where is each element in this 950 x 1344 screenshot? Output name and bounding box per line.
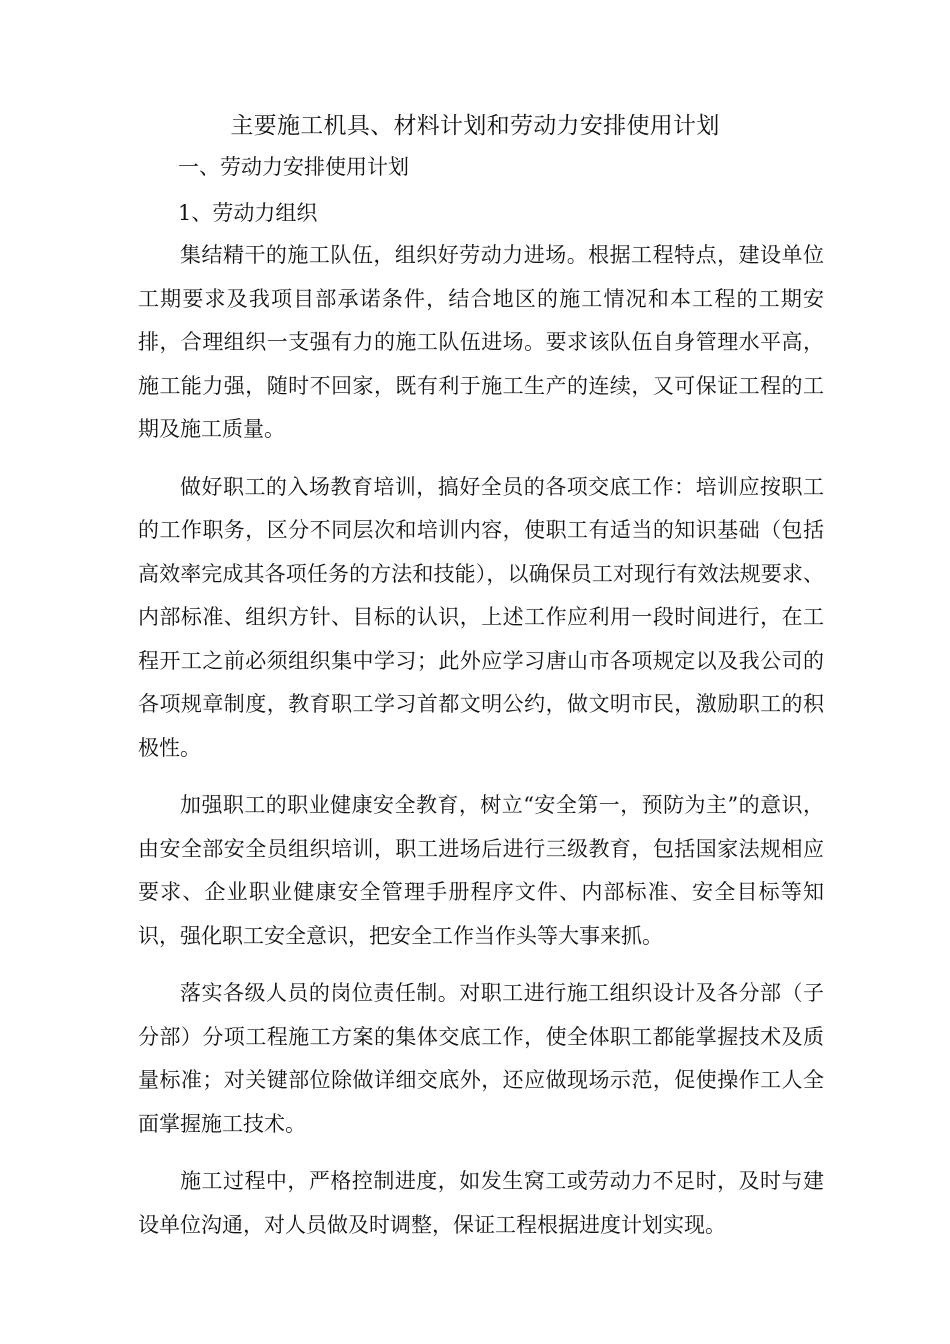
section-heading: 一、劳动力安排使用计划 [178, 155, 409, 179]
paragraph-4: 落实各级人员的岗位责任制。对职工进行施工组织设计及各分部（子分部）分项工程施工方案的集体交底工作，使全体职工都能掌握技术及质量标准；对关键部位除做详细交底外，还应做现场示范，促使操作工人全面掌握施工技术。 [138, 981, 824, 1136]
paragraph-3: 加强职工的职业健康安全教育，树立“安全第一，预防为主”的意识，由安全部安全员组织培训，职工进场后进行三级教育，包括国家法规相应要求、企业职业健康安全管理手册程序文件、内部标准、安全目标等知识，强化职工安全意识，把安全工作当作头等大事来抓。 [138, 793, 824, 948]
subsection-heading: 1、劳动力组织 [178, 201, 318, 225]
document-title: 主要施工机具、材料计划和劳动力安排使用计划 [230, 113, 720, 139]
paragraph-5: 施工过程中，严格控制进度，如发生窝工或劳动力不足时，及时与建设单位沟通，对人员做及时调整，保证工程根据进度计划实现。 [138, 1169, 824, 1237]
document-body [138, 234, 824, 1261]
paragraph-1: 集结精干的施工队伍，组织好劳动力进场。根据工程特点，建设单位工期要求及我项目部承诺条件，结合地区的施工情况和本工程的工期安排，合理组织一支强有力的施工队伍进场。要求该队伍自身管理水平高，施工能力强，随时不回家，既有利于施工生产的连续，又可保证工程的工期及施工质量。 [138, 243, 824, 441]
paragraph-2: 做好职工的入场教育培训，搞好全员的各项交底工作：培训应按职工的工作职务，区分不同层次和培训内容，使职工有适当的知识基础（包括高效率完成其各项任务的方法和技能），以确保员工对现行有效法规要求、内部标准、组织方针、目标的认识，上述工作应利用一段时间进行，在工程开工之前必须组织集中学习；此外应学习唐山市各项规定以及我公司的各项规章制度，教育职工学习首都文明公约，做文明市民，激励职工的积极性。 [138, 474, 824, 760]
